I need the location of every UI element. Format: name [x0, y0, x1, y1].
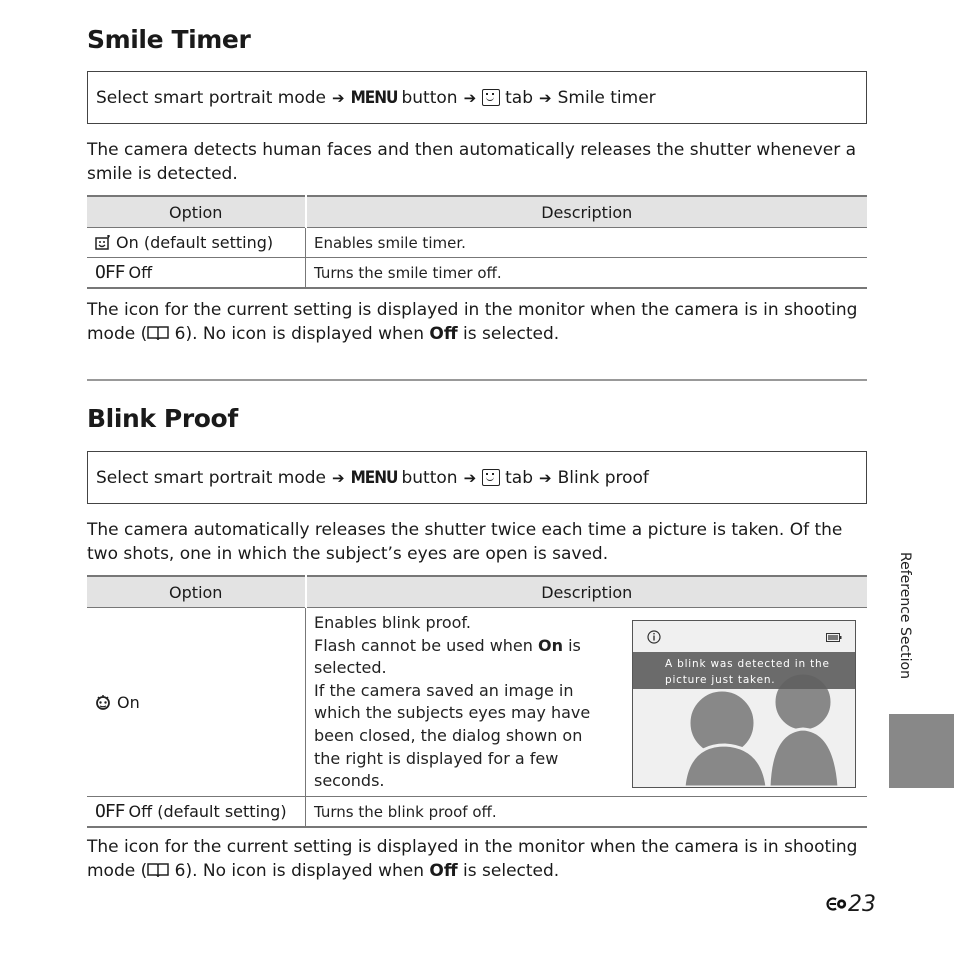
e-reference-icon [826, 896, 848, 912]
battery-icon [826, 633, 842, 642]
blink-proof-icon [95, 694, 113, 710]
nav-target: Smile timer [557, 87, 656, 108]
blink-warning-dialog: A blink was detected in the picture just taken. [633, 652, 855, 689]
option-label: On (default setting) [116, 233, 274, 252]
smile-timer-nav-path [87, 71, 867, 124]
table-row [87, 258, 867, 289]
blink-proof-nav-path [87, 451, 867, 504]
smile-timer-options-table [87, 195, 867, 289]
arrow-icon: ➔ [539, 88, 552, 107]
option-description: Enables blink proof. Flash cannot be used when On is selected. If the camera saved an image in which the subjects eyes may have been closed, the dialog shown on the right is displayed for a few seconds. [314, 613, 591, 791]
option-label: Off (default setting) [128, 802, 287, 821]
nav-prefix: Select smart portrait mode [96, 467, 326, 488]
option-label: On [117, 692, 140, 712]
nav-button-word: button [401, 87, 458, 108]
book-reference-icon [147, 862, 169, 878]
table-row [87, 228, 867, 258]
camera-monitor-illustration [632, 620, 856, 788]
section-thumb-tab [889, 714, 954, 788]
smart-portrait-tab-icon [482, 469, 500, 486]
nav-target: Blink proof [557, 467, 649, 488]
off-icon: OFF [95, 801, 125, 822]
smile-timer-icon [95, 235, 112, 250]
table-row [87, 797, 867, 828]
table-row [87, 608, 867, 797]
menu-button-glyph: MENU [350, 87, 398, 108]
reference-section-label: Reference Section [897, 552, 913, 679]
nav-button-word: button [401, 467, 458, 488]
arrow-icon: ➔ [332, 468, 345, 487]
section-divider [87, 379, 867, 381]
blink-proof-options-table [87, 575, 867, 828]
nav-tab-word: tab [505, 467, 534, 488]
nav-prefix: Select smart portrait mode [96, 87, 326, 108]
smile-timer-intro: The camera detects human faces and then automatically releases the shutter whenever a smile is detected. [87, 140, 857, 184]
column-header-option: Option [87, 576, 306, 608]
option-description: Turns the smile timer off. [306, 258, 868, 289]
blink-proof-intro: The camera automatically releases the shutter twice each time a picture is taken. Of the two shots, one in which the subject’s eyes are open is saved. [87, 520, 843, 564]
arrow-icon: ➔ [463, 468, 477, 487]
subjects-silhouette [633, 621, 855, 787]
arrow-icon: ➔ [463, 88, 477, 107]
blink-proof-heading: Blink Proof [87, 404, 238, 433]
smile-timer-footnote: The icon for the current setting is displayed in the monitor when the camera is in shooting mode ( 6). No icon is displayed when Off is selected. [87, 300, 858, 344]
smart-portrait-tab-icon [482, 89, 500, 106]
option-description: Enables smile timer. [306, 228, 868, 258]
page-number: 23 [826, 892, 876, 917]
option-label: Off [128, 263, 153, 282]
smile-timer-heading: Smile Timer [87, 25, 251, 54]
column-header-option: Option [87, 196, 306, 228]
column-header-description: Description [306, 196, 868, 228]
arrow-icon: ➔ [539, 468, 552, 487]
menu-button-glyph: MENU [350, 467, 398, 488]
info-icon [647, 630, 661, 644]
nav-tab-word: tab [505, 87, 534, 108]
book-reference-icon [147, 325, 169, 341]
column-header-description: Description [306, 576, 868, 608]
option-description: Turns the blink proof off. [306, 797, 868, 828]
blink-proof-footnote: The icon for the current setting is displayed in the monitor when the camera is in shooting mode ( 6). No icon is displayed when Off is selected. [87, 837, 858, 881]
off-icon: OFF [95, 262, 125, 283]
arrow-icon: ➔ [332, 88, 345, 107]
